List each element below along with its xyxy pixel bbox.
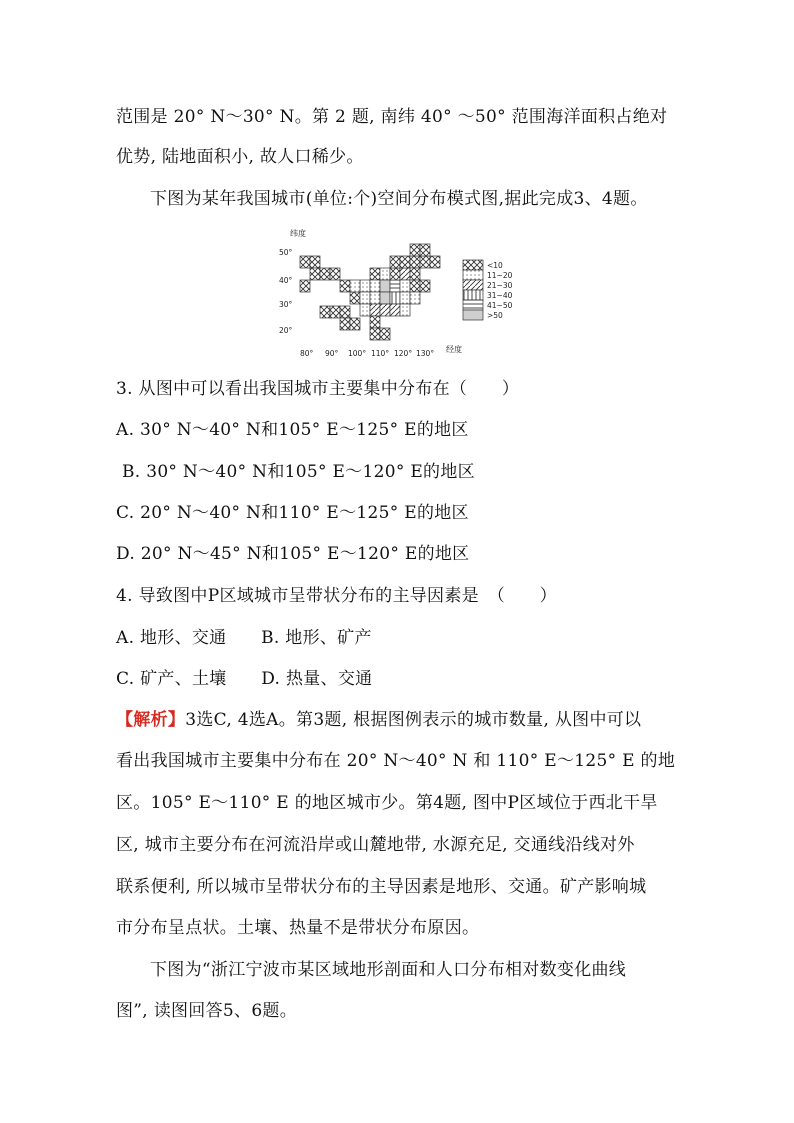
question-3-option-a: A. 30° N～40° N和105° E～125° E的地区 xyxy=(116,420,469,440)
question-3-option-d: D. 20° N～45° N和105° E～120° E的地区 xyxy=(116,544,470,564)
y-axis-title: 纬度 xyxy=(290,229,306,238)
y-tick: 40° xyxy=(279,276,293,285)
analysis-line: 看出我国城市主要集中分布在 20° N～40° N 和 110° E～125° E 的地 xyxy=(116,751,676,771)
city-distribution-figure xyxy=(270,226,530,358)
legend-label: >50 xyxy=(487,311,503,320)
x-tick: 110° xyxy=(371,349,390,358)
paragraph-line: 范围是 20° N～30° N。第 2 题, 南纬 40° ～50° 范围海洋面积占绝对 xyxy=(116,107,668,127)
legend-label: 41~50 xyxy=(487,301,513,310)
y-tick: 30° xyxy=(279,300,293,309)
legend-label: 21~30 xyxy=(487,281,513,290)
x-tick: 80° xyxy=(300,349,314,358)
x-axis-title: 经度 xyxy=(446,345,462,354)
x-tick: 130° xyxy=(416,349,435,358)
figure-intro: 图”, 读图回答5、6题。 xyxy=(116,1001,298,1021)
question-4-stem: 4. 导致图中P区域城市呈带状分布的主导因素是 （ ） xyxy=(116,586,557,606)
analysis-line xyxy=(116,709,641,731)
question-4-options-ab: A. 地形、交通 B. 地形、矿产 xyxy=(116,628,372,648)
x-tick: 120° xyxy=(394,349,413,358)
analysis-line: 区, 城市主要分布在河流沿岸或山麓地带, 水源充足, 交通线沿线对外 xyxy=(116,835,635,855)
legend-label: <10 xyxy=(487,261,503,270)
analysis-text: 3选C, 4选A。第3题, 根据图例表示的城市数量, 从图中可以 xyxy=(185,710,642,730)
y-tick: 50° xyxy=(279,248,293,257)
figure-intro: 下图为“浙江宁波市某区域地形剖面和人口分布相对数变化曲线 xyxy=(150,960,627,980)
paragraph-line: 优势, 陆地面积小, 故人口稀少。 xyxy=(116,147,364,167)
x-tick: 100° xyxy=(348,349,367,358)
legend-label: 31~40 xyxy=(487,291,513,300)
analysis-tag: 【解析】 xyxy=(116,710,186,730)
legend xyxy=(463,260,483,320)
analysis-line: 市分布呈点状。土壤、热量不是带状分布原因。 xyxy=(116,918,480,938)
question-3-option-b: B. 30° N～40° N和105° E～120° E的地区 xyxy=(122,462,475,482)
analysis-line: 区。105° E～110° E 的地区城市少。第4题, 图中P区域位于西北干旱 xyxy=(116,793,658,813)
x-tick: 90° xyxy=(325,349,339,358)
question-4-options-cd: C. 矿产、土壤 D. 热量、交通 xyxy=(116,669,373,689)
question-3-stem: 3. 从图中可以看出我国城市主要集中分布在（ ） xyxy=(116,379,520,399)
legend-label: 11~20 xyxy=(487,271,513,280)
y-tick: 20° xyxy=(279,326,293,335)
figure-intro: 下图为某年我国城市(单位:个)空间分布模式图,据此完成3、4题。 xyxy=(150,189,648,209)
city-grid-cells xyxy=(300,244,440,340)
analysis-line: 联系便利, 所以城市呈带状分布的主导因素是地形、交通。矿产影响城 xyxy=(116,877,647,897)
question-3-option-c: C. 20° N～40° N和110° E～125° E的地区 xyxy=(116,503,469,523)
